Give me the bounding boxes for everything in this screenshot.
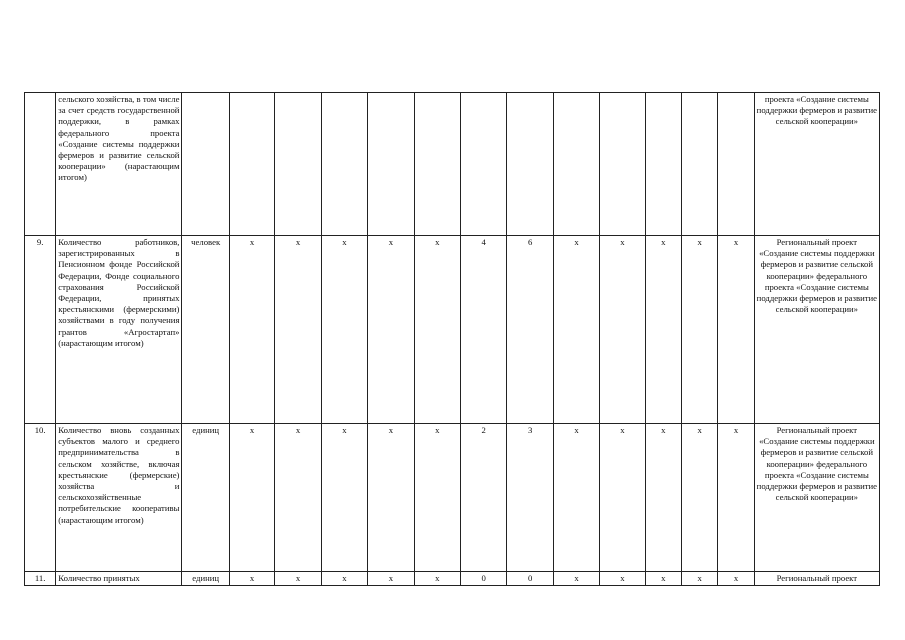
source-document-cell: проекта «Создание системы поддержки фермеров и развитие сельской кооперации»	[754, 93, 879, 236]
value-cell	[507, 93, 553, 236]
value-cell: х	[368, 236, 414, 424]
unit-cell: единиц	[182, 572, 229, 586]
value-cell: х	[275, 236, 321, 424]
value-cell: х	[321, 236, 367, 424]
value-cell: 0	[507, 572, 553, 586]
value-cell: х	[600, 424, 645, 572]
value-cell: х	[718, 236, 754, 424]
source-document-cell: Региональный проект	[754, 572, 879, 586]
value-cell	[461, 93, 507, 236]
row-number-cell: 10.	[25, 424, 56, 572]
value-cell	[645, 93, 681, 236]
value-cell: х	[553, 424, 599, 572]
table-row	[25, 93, 880, 236]
row-number-cell: 9.	[25, 236, 56, 424]
source-document-cell: Региональный проект «Создание системы поддержки фермеров и развитие сельской кооперации» федерального проекта «Создание системы поддержки фермеров и развитие сельской кооперации»	[754, 236, 879, 424]
indicator-name-cell: Количество работников, зарегистрированных в Пенсионном фонде Российской Федерации, Фонде социального страхования Российской Федерации, принятых крестьянскими (фермерскими) хозяйствами в году получения грантов «Агростартап» (нарастающим итогом)	[56, 236, 182, 424]
row-number-cell: 11.	[25, 572, 56, 586]
value-cell: х	[600, 236, 645, 424]
value-cell	[368, 93, 414, 236]
table-row	[25, 424, 880, 572]
indicators-table	[24, 92, 880, 586]
indicator-name-cell: сельского хозяйства, в том числе за счет средств государственной поддержки, в рамках федерального проекта «Создание системы поддержки фермеров и развитие сельской кооперации» (нарастающим итогом)	[56, 93, 182, 236]
value-cell: х	[275, 572, 321, 586]
value-cell	[682, 93, 718, 236]
value-cell: 6	[507, 236, 553, 424]
unit-cell	[182, 93, 229, 236]
value-cell: 2	[461, 424, 507, 572]
value-cell	[414, 93, 460, 236]
indicator-name-cell: Количество вновь созданных субъектов малого и среднего предпринимательства в сельском хозяйстве, включая крестьянские (фермерские) хозяйства и сельскохозяйственные потребительские кооперативы (нарастающим итогом)	[56, 424, 182, 572]
table-row	[25, 236, 880, 424]
value-cell: х	[321, 424, 367, 572]
unit-cell: человек	[182, 236, 229, 424]
source-document-cell: Региональный проект «Создание системы поддержки фермеров и развитие сельской кооперации» федерального проекта «Создание системы поддержки фермеров и развитие сельской кооперации»	[754, 424, 879, 572]
value-cell: х	[645, 572, 681, 586]
value-cell: х	[229, 236, 274, 424]
unit-cell: единиц	[182, 424, 229, 572]
value-cell: х	[682, 572, 718, 586]
value-cell	[275, 93, 321, 236]
value-cell: х	[229, 572, 274, 586]
value-cell	[600, 93, 645, 236]
value-cell: 0	[461, 572, 507, 586]
value-cell	[321, 93, 367, 236]
row-number-cell	[25, 93, 56, 236]
indicator-name-cell: Количество принятых	[56, 572, 182, 586]
value-cell	[229, 93, 274, 236]
value-cell: 4	[461, 236, 507, 424]
value-cell: х	[600, 572, 645, 586]
value-cell: х	[414, 572, 460, 586]
value-cell: х	[368, 572, 414, 586]
value-cell: х	[553, 236, 599, 424]
value-cell: х	[718, 572, 754, 586]
value-cell: х	[321, 572, 367, 586]
value-cell: х	[414, 236, 460, 424]
value-cell	[718, 93, 754, 236]
value-cell: х	[229, 424, 274, 572]
value-cell: х	[645, 424, 681, 572]
value-cell: х	[414, 424, 460, 572]
value-cell: х	[275, 424, 321, 572]
value-cell: х	[718, 424, 754, 572]
value-cell: х	[645, 236, 681, 424]
value-cell: х	[682, 424, 718, 572]
table-row	[25, 572, 880, 586]
value-cell: 3	[507, 424, 553, 572]
value-cell: х	[553, 572, 599, 586]
value-cell: х	[368, 424, 414, 572]
value-cell	[553, 93, 599, 236]
value-cell: х	[682, 236, 718, 424]
